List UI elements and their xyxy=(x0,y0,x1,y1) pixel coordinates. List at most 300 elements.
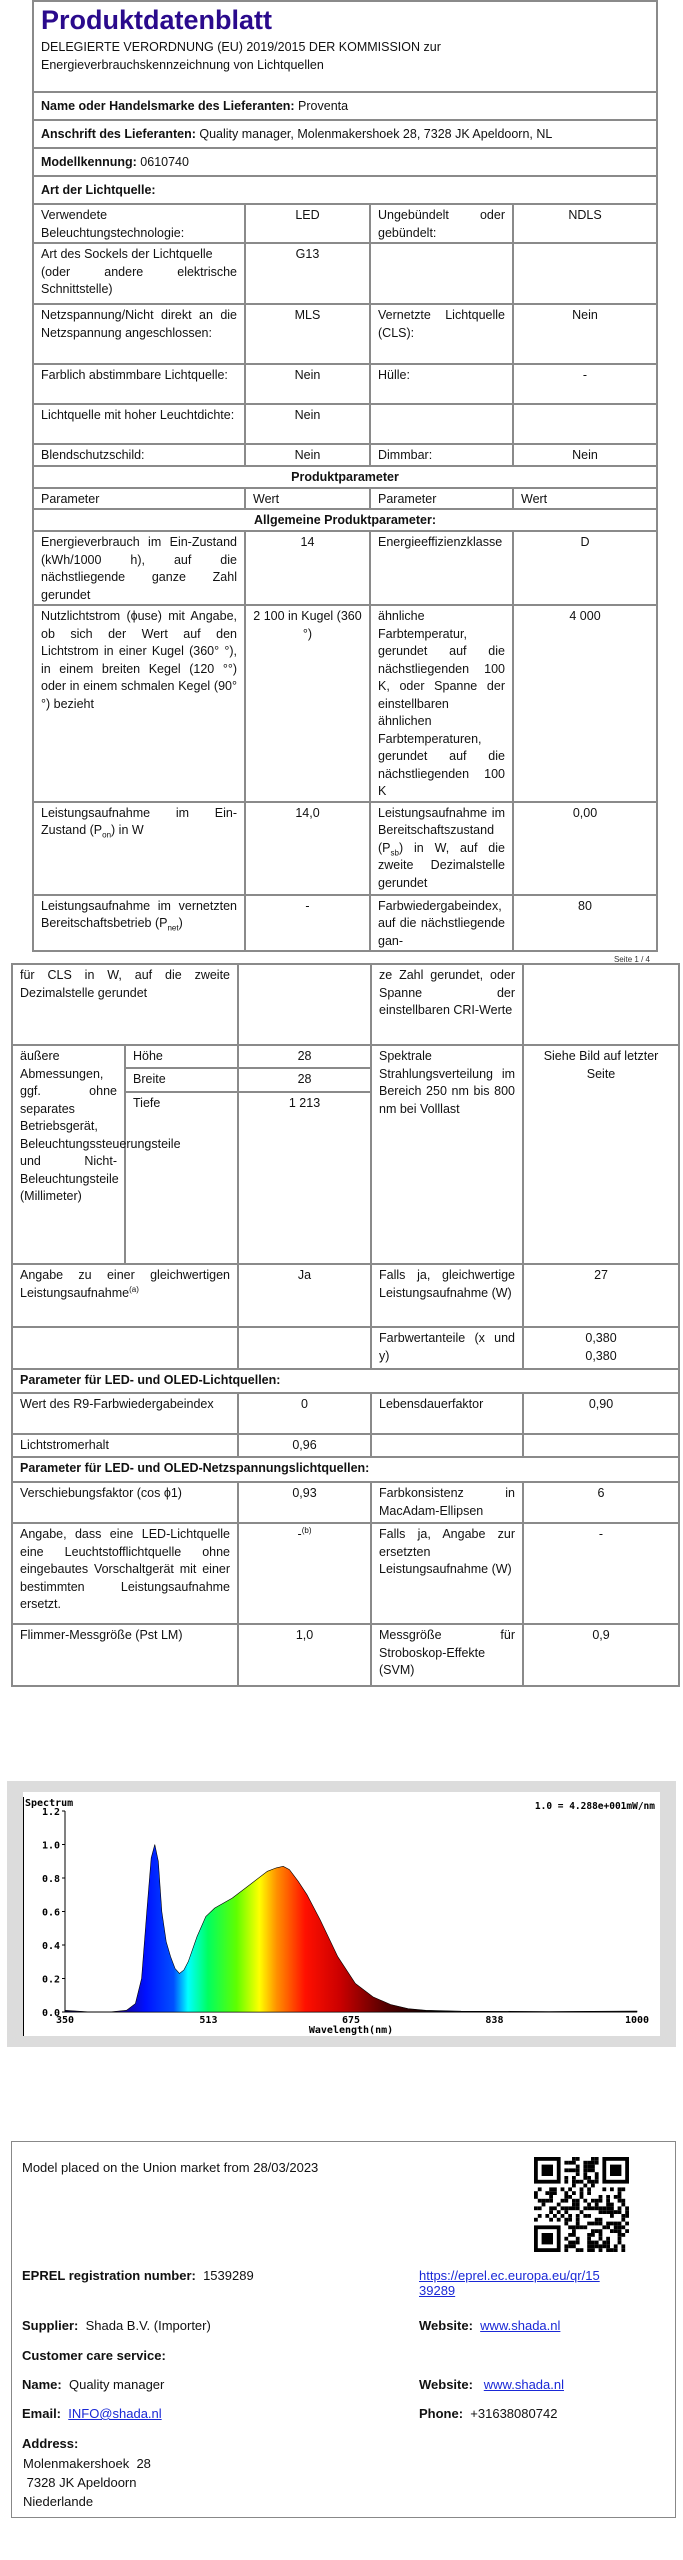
name-value: Quality manager xyxy=(68,2377,165,2392)
value-cell xyxy=(523,1624,679,1686)
label-cell xyxy=(370,895,513,952)
cell-text: 6 xyxy=(597,1486,605,1500)
label-cell xyxy=(12,1434,238,1457)
qr-module xyxy=(587,2214,591,2218)
qr-module xyxy=(568,2233,572,2237)
qr-module xyxy=(621,2233,625,2237)
cell-text: Netzspannung/Nicht direkt an die Netzspannung angeschlossen: xyxy=(41,308,237,340)
table-row xyxy=(12,1369,679,1393)
cell-text: LED xyxy=(295,208,320,222)
cell-text: Modellkennung: xyxy=(41,155,137,170)
cell-text: Dimmbar: xyxy=(378,448,433,462)
qr-module xyxy=(553,2187,557,2191)
cell-text: 4 000 xyxy=(569,609,601,623)
qr-module xyxy=(595,2176,599,2180)
qr-module xyxy=(610,2222,614,2226)
eprel-link-line1[interactable]: https://eprel.ec.europa.eu/qr/15 xyxy=(419,2268,600,2283)
table-row xyxy=(12,1327,679,1369)
value-cell xyxy=(513,364,657,404)
cell-text: 0,96 xyxy=(292,1438,317,1452)
qr-module xyxy=(564,2218,568,2222)
qr-module xyxy=(591,2180,595,2184)
label-cell xyxy=(371,1045,523,1264)
qr-module xyxy=(610,2165,621,2176)
qr-module xyxy=(606,2203,610,2207)
label-cell xyxy=(371,1434,523,1457)
cell-text: Breite xyxy=(133,1072,166,1086)
qr-module xyxy=(621,2203,625,2207)
table-row xyxy=(33,92,657,120)
cell-text: Ja xyxy=(297,1268,312,1282)
qr-module xyxy=(549,2199,553,2203)
qr-code-icon[interactable] xyxy=(534,2157,629,2252)
label-cell xyxy=(238,964,371,1045)
table-row xyxy=(33,466,657,488)
cell-text: Parameter xyxy=(378,491,437,506)
qr-module xyxy=(564,2180,568,2184)
qr-module xyxy=(618,2241,622,2245)
label-cell xyxy=(370,364,513,404)
cell-text: Hülle: xyxy=(378,368,410,382)
eprel-link[interactable] xyxy=(419,2268,600,2298)
value-cell xyxy=(245,404,370,444)
qr-module xyxy=(564,2237,568,2241)
qr-module xyxy=(568,2195,572,2199)
x-axis-label: Wavelength(nm) xyxy=(308,2025,394,2036)
qr-module xyxy=(587,2222,591,2226)
cell-text: on xyxy=(102,830,112,840)
label-cell xyxy=(370,531,513,605)
cell-text: Wert xyxy=(521,491,548,506)
cell-text: 28 xyxy=(297,1049,312,1063)
qr-module xyxy=(591,2206,595,2210)
table-row xyxy=(33,204,657,243)
cell-text: Parameter für LED- und OLED-Lichtquellen: xyxy=(20,1373,281,1387)
label-cell xyxy=(371,1327,523,1369)
qr-module xyxy=(618,2206,622,2210)
cell-text: Nutzlichtstrom (ϕuse) mit Angabe, ob sich der Wert auf den Lichtstrom in einer Kugel (360° °), in einem breiten Kegel (120 °°) oder in einem schmalen Kegel (90° °) bezieht xyxy=(41,609,237,711)
qr-module xyxy=(618,2199,622,2203)
qr-module xyxy=(610,2229,614,2233)
qr-module xyxy=(557,2203,561,2207)
qr-module xyxy=(621,2199,625,2203)
qr-module xyxy=(542,2203,546,2207)
cell-text: - xyxy=(582,368,588,382)
cell-text: Farbkonsistenz in MacAdam-Ellipsen xyxy=(379,1486,516,1518)
qr-module xyxy=(545,2199,549,2203)
qr-module xyxy=(549,2206,553,2210)
qr-module xyxy=(538,2199,542,2203)
qr-module xyxy=(549,2195,553,2199)
label-cell xyxy=(33,148,657,176)
table-row xyxy=(33,531,657,605)
qr-module xyxy=(625,2222,629,2226)
section-header xyxy=(33,509,657,531)
qr-module xyxy=(599,2244,603,2248)
qr-module xyxy=(618,2229,622,2233)
qr-module xyxy=(538,2206,542,2210)
label-cell xyxy=(370,243,513,304)
name-label: Name: xyxy=(22,2377,62,2392)
cell-text: Verschiebungsfaktor (cos ϕ1) xyxy=(20,1486,182,1500)
qr-module xyxy=(580,2180,584,2184)
qr-module xyxy=(561,2214,565,2218)
qr-module xyxy=(549,2187,553,2191)
qr-module xyxy=(576,2180,580,2184)
qr-module xyxy=(614,2210,618,2214)
label-cell xyxy=(125,1092,238,1264)
qr-module xyxy=(576,2248,580,2252)
qr-module xyxy=(587,2168,591,2172)
qr-module xyxy=(538,2187,542,2191)
qr-module xyxy=(580,2191,584,2195)
label-cell xyxy=(523,964,679,1045)
table-row xyxy=(33,895,657,952)
qr-module xyxy=(576,2214,580,2218)
email-link[interactable]: INFO@shada.nl xyxy=(68,2406,162,2421)
product-datasheet-table-page-2 xyxy=(11,963,680,1687)
cell-text: ) xyxy=(178,916,183,930)
table-row xyxy=(12,1393,679,1434)
spectrum-chart xyxy=(23,1792,660,2036)
cell-text: Nein xyxy=(294,368,321,382)
qr-module xyxy=(599,2199,603,2203)
qr-module xyxy=(602,2225,606,2229)
cell-text: 0,380 xyxy=(585,1348,617,1363)
x-tick-label: 350 xyxy=(55,2015,75,2026)
label-cell xyxy=(370,488,513,510)
label-cell xyxy=(370,605,513,802)
cell-text: Energieverbrauchskennzeichnung von Lichtquellen xyxy=(41,58,324,72)
website2-link[interactable]: www.shada.nl xyxy=(483,2377,564,2392)
qr-module xyxy=(583,2225,587,2229)
label-cell xyxy=(12,964,238,1045)
qr-module xyxy=(572,2191,576,2195)
cell-text: ) in W xyxy=(111,823,144,837)
qr-module xyxy=(572,2176,576,2180)
qr-module xyxy=(568,2187,572,2191)
table-row xyxy=(33,605,657,802)
qr-module xyxy=(602,2241,606,2245)
x-tick-label: 1000 xyxy=(624,2015,650,2026)
section-header xyxy=(33,466,657,488)
value-cell xyxy=(523,1327,679,1369)
qr-module xyxy=(568,2244,572,2248)
eprel-label: EPREL registration number: xyxy=(22,2268,196,2283)
label-cell xyxy=(371,1482,523,1523)
qr-module xyxy=(564,2195,568,2199)
qr-module xyxy=(568,2241,572,2245)
cell-text: 1 213 xyxy=(288,1096,321,1110)
email-label: Email: xyxy=(22,2406,62,2421)
cell-text: DELEGIERTE VERORDNUNG (EU) 2019/2015 DER KOMMISSION zur xyxy=(41,40,441,54)
page-number: Seite 1 / 4 xyxy=(613,955,650,964)
cell-text: Leistungsaufnahme im Bereitschaftszustand (P xyxy=(378,805,505,855)
label-cell xyxy=(370,204,513,243)
value-cell xyxy=(238,1264,371,1327)
qr-module xyxy=(591,2157,595,2161)
address-line: 7328 JK Apeldoorn xyxy=(23,2475,137,2490)
cell-text: ähnliche Farbtemperatur, gerundet auf die nächstliegenden 100 K, oder Spanne der einstellbaren ähnlichen Farbtemperaturen, gerundet auf die nächstliegenden 100 K xyxy=(378,609,505,798)
label-cell xyxy=(370,404,513,444)
cell-text: Nein xyxy=(572,448,598,462)
qr-module xyxy=(591,2184,595,2188)
market-date-text: Model placed on the Union market from 28/03/2023 xyxy=(22,2160,319,2175)
qr-module xyxy=(580,2248,584,2252)
qr-module xyxy=(595,2161,599,2165)
qr-module xyxy=(568,2218,572,2222)
qr-module xyxy=(576,2168,580,2172)
qr-module xyxy=(610,2206,614,2210)
label-cell xyxy=(33,204,245,243)
qr-module xyxy=(599,2229,603,2233)
qr-module xyxy=(595,2172,599,2176)
qr-module xyxy=(587,2237,591,2241)
qr-module xyxy=(595,2157,599,2161)
cell-text: Nein xyxy=(572,308,598,322)
qr-module xyxy=(599,2248,603,2252)
table-row xyxy=(12,1482,679,1523)
cell-text: Parameter xyxy=(41,491,100,506)
cell-text: (b) xyxy=(301,1525,312,1535)
value-cell xyxy=(513,304,657,364)
value-cell xyxy=(238,1434,371,1457)
qr-module xyxy=(534,2191,538,2195)
cell-text: Lichtquelle mit hoher Leuchtdichte: xyxy=(41,408,235,422)
qr-module xyxy=(602,2244,606,2248)
qr-module xyxy=(583,2172,587,2176)
qr-module xyxy=(572,2241,576,2245)
value-cell xyxy=(245,531,370,605)
qr-module xyxy=(602,2210,606,2214)
qr-module xyxy=(595,2180,599,2184)
qr-module xyxy=(606,2225,610,2229)
label-cell xyxy=(33,120,657,148)
qr-module xyxy=(606,2195,610,2199)
value-cell xyxy=(238,1523,371,1624)
y-tick-label: 0.2 xyxy=(41,1974,60,1986)
table-row xyxy=(12,1264,679,1327)
qr-module xyxy=(606,2206,610,2210)
label-cell xyxy=(371,964,523,1045)
y-tick-label: 1.0 xyxy=(41,1840,60,1852)
eprel-number: 1539289 xyxy=(203,2268,254,2283)
qr-module xyxy=(595,2229,599,2233)
table-row xyxy=(12,1457,679,1482)
qr-module xyxy=(625,2214,629,2218)
qr-module xyxy=(583,2184,587,2188)
qr-module xyxy=(587,2233,591,2237)
qr-module xyxy=(595,2199,599,2203)
value-cell xyxy=(513,895,657,952)
table-row xyxy=(33,304,657,364)
cell-text: Höhe xyxy=(133,1049,163,1063)
cell-text: Leistungsaufnahme im vernetzten Bereitschaftsbetrieb (P xyxy=(41,898,237,930)
qr-module xyxy=(591,2168,595,2172)
qr-module xyxy=(580,2225,584,2229)
label-cell xyxy=(33,444,245,466)
qr-module xyxy=(606,2237,610,2241)
cell-text: Name oder Handelsmarke des Lieferanten: xyxy=(41,99,295,114)
qr-module xyxy=(591,2229,595,2233)
qr-module xyxy=(599,2210,603,2214)
cell-text: 0,380 xyxy=(585,1331,617,1345)
qr-module xyxy=(572,2203,576,2207)
qr-module xyxy=(610,2187,614,2191)
label-cell xyxy=(33,1,657,92)
cell-text: Quality manager, Molenmakershoek 28, 7328 JK Apeldoorn, NL xyxy=(195,127,553,142)
qr-module xyxy=(580,2187,584,2191)
qr-module xyxy=(606,2244,610,2248)
cell-text: Siehe Bild auf letzter Seite xyxy=(543,1049,659,1081)
cell-text: Flimmer-Messgröße (Pst LM) xyxy=(20,1628,183,1642)
cell-text: Lichtstromerhalt xyxy=(20,1438,109,1452)
value-cell xyxy=(238,1393,371,1434)
label-cell xyxy=(523,1434,679,1457)
label-cell xyxy=(33,176,657,204)
cell-text: 0,90 xyxy=(588,1397,614,1411)
qr-module xyxy=(614,2195,618,2199)
address-line: Molenmakershoek 28 xyxy=(23,2456,151,2471)
value-cell xyxy=(245,204,370,243)
qr-module xyxy=(591,2248,595,2252)
qr-module xyxy=(553,2214,557,2218)
value-cell xyxy=(523,1393,679,1434)
table-row xyxy=(33,148,657,176)
label-cell xyxy=(12,1523,238,1624)
cell-text: MLS xyxy=(294,308,321,322)
value-cell xyxy=(523,1482,679,1523)
value-cell xyxy=(513,605,657,802)
qr-module xyxy=(576,2172,580,2176)
cell-text: Lebensdauerfaktor xyxy=(379,1397,484,1411)
label-cell xyxy=(33,802,245,895)
qr-module xyxy=(538,2214,542,2218)
cell-text: G13 xyxy=(295,247,320,261)
qr-module xyxy=(572,2161,576,2165)
table-row xyxy=(33,404,657,444)
qr-module xyxy=(568,2225,572,2229)
qr-module xyxy=(564,2168,568,2172)
label-cell xyxy=(12,1327,238,1369)
qr-module xyxy=(599,2233,603,2237)
label-cell xyxy=(370,304,513,364)
cell-text: - xyxy=(598,1527,604,1541)
qr-module xyxy=(542,2165,553,2176)
chart-title: Spectrum xyxy=(25,1798,74,1809)
qr-module xyxy=(572,2168,576,2172)
qr-module xyxy=(614,2225,618,2229)
y-tick-label: 0.8 xyxy=(41,1874,60,1885)
qr-module xyxy=(534,2206,538,2210)
cell-text: Messgröße für Stroboskop-Effekte (SVM) xyxy=(379,1628,516,1677)
qr-module xyxy=(542,2199,546,2203)
spectrum-chart-frame xyxy=(7,1781,676,2047)
qr-module xyxy=(572,2225,576,2229)
qr-module xyxy=(587,2248,591,2252)
qr-module xyxy=(587,2161,591,2165)
cell-text: ze Zahl gerundet, oder Spanne der einstellbaren CRI-Werte xyxy=(379,968,516,1017)
qr-module xyxy=(568,2214,572,2218)
eprel-link-line2[interactable]: 39289 xyxy=(419,2283,456,2298)
qr-module xyxy=(549,2210,553,2214)
cell-text: für CLS in W, auf die zweite Dezimalstelle gerundet xyxy=(20,968,231,1000)
qr-module xyxy=(587,2244,591,2248)
qr-module xyxy=(595,2241,599,2245)
cell-text: 28 xyxy=(297,1072,312,1086)
qr-module xyxy=(618,2187,622,2191)
cell-text: Angabe, dass eine LED-Lichtquelle eine Leuchtstofflichtquelle ohne eingebautes Vorschaltgerät mit einer bestimmten Leistungsaufnahme ersetzt. xyxy=(20,1527,231,1611)
qr-module xyxy=(553,2191,557,2195)
x-tick-label: 675 xyxy=(341,2015,361,2026)
product-datasheet-table-page-1 xyxy=(32,0,658,952)
qr-module xyxy=(583,2214,587,2218)
qr-module xyxy=(568,2168,572,2172)
qr-module xyxy=(595,2206,599,2210)
label-cell xyxy=(371,1264,523,1327)
table-row xyxy=(12,964,679,1045)
qr-module xyxy=(602,2206,606,2210)
cell-text: Angabe zu einer gleichwertigen Leistungsaufnahme xyxy=(20,1268,231,1300)
qr-module xyxy=(564,2206,568,2210)
qr-module xyxy=(583,2176,587,2180)
label-cell xyxy=(33,243,245,304)
y-tick-label: 0.4 xyxy=(41,1941,60,1952)
label-cell xyxy=(33,364,245,404)
qr-module xyxy=(625,2229,629,2233)
qr-module xyxy=(599,2206,603,2210)
qr-module xyxy=(576,2241,580,2245)
address-label: Address: xyxy=(22,2436,79,2451)
qr-module xyxy=(576,2206,580,2210)
value-cell xyxy=(245,243,370,304)
cell-text: Parameter für LED- und OLED-Netzspannungslichtquellen: xyxy=(20,1461,370,1475)
qr-module xyxy=(610,2210,614,2214)
cell-text: 2 100 in Kugel (360 °) xyxy=(253,609,362,641)
qr-module xyxy=(618,2195,622,2199)
cell-text: sb xyxy=(390,848,399,857)
website-link[interactable]: www.shada.nl xyxy=(480,2318,561,2333)
cell-text: Leistungsaufnahme im Ein-Zustand (P xyxy=(41,805,237,837)
cell-text: Spektrale Strahlungsverteilung im Bereich 250 nm bis 800 nm bei Volllast xyxy=(379,1049,516,1116)
cell-text: Ungebündelt oder gebündelt: xyxy=(378,208,505,240)
qr-module xyxy=(599,2222,603,2226)
spectrum-svg xyxy=(23,1792,660,2036)
qr-module xyxy=(576,2237,580,2241)
qr-module xyxy=(572,2229,576,2233)
qr-module xyxy=(583,2165,587,2169)
cell-text: Verwendete Beleuchtungstechnologie: xyxy=(41,208,185,240)
x-tick-label: 838 xyxy=(485,2015,504,2026)
label-cell xyxy=(513,243,657,304)
qr-module xyxy=(572,2180,576,2184)
qr-module xyxy=(625,2206,629,2210)
qr-module xyxy=(591,2241,595,2245)
website2-label: Website: xyxy=(419,2377,473,2392)
qr-module xyxy=(564,2210,568,2214)
cell-text: 0,93 xyxy=(292,1486,317,1500)
cell-text: Falls ja, gleichwertige Leistungsaufnahme (W) xyxy=(379,1268,516,1300)
qr-module xyxy=(595,2222,599,2226)
label-cell xyxy=(238,1327,371,1369)
label-cell xyxy=(33,895,245,952)
cell-text: Wert des R9-Farbwiedergabeindex xyxy=(20,1397,214,1411)
cell-text: Art der Lichtquelle: xyxy=(41,183,156,198)
value-cell xyxy=(513,802,657,895)
label-cell xyxy=(33,605,245,802)
table-row xyxy=(33,802,657,895)
qr-module xyxy=(618,2233,622,2237)
